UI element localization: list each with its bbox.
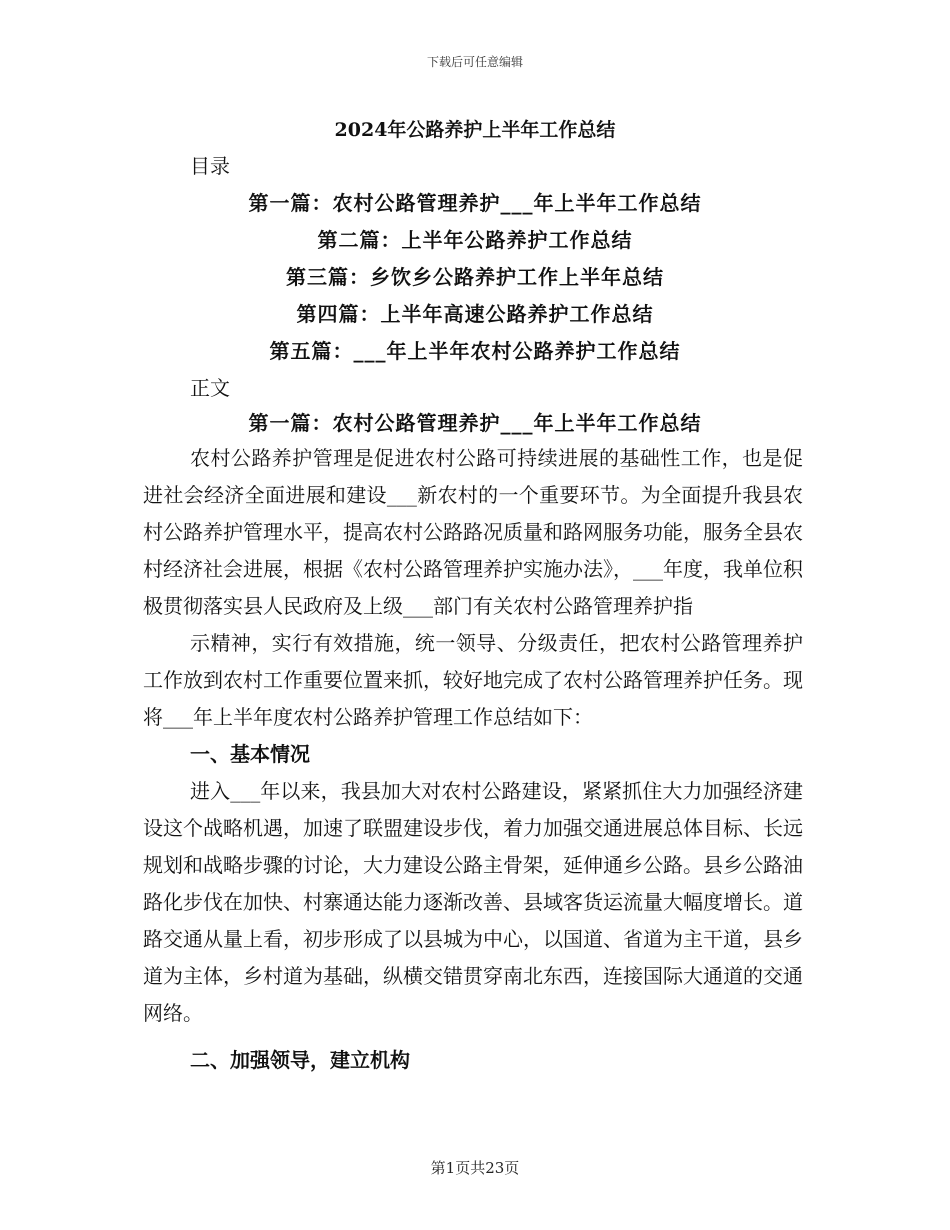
toc-item[interactable]: 第一篇：农村公路管理养护___年上半年工作总结 (248, 191, 702, 215)
paragraph: 进入___年以来，我县加大对农村公路建设，紧紧抓住大力加强经济建设这个战略机遇，加速了联盟建设步伐，着力加强交通进展总体目标、长远规划和战略步骤的讨论，大力建设公路主骨架，延伸通乡公路。县乡公路油路化步伐在加快、村寨通达能力逐渐改善、县域客货运流量大幅度增长。道路交通从量上看，初步形成了以县城为中心，以国道、省道为主干道，县乡道为主体，乡村道为基础，纵横交错贯穿南北东西，连接国际大通道的交通网络。 (143, 779, 803, 1025)
toc-item[interactable]: 第五篇：___年上半年农村公路养护工作总结 (269, 339, 681, 363)
section-heading: 一、基本情况 (190, 742, 310, 766)
page-header: 下载后可任意编辑 (426, 55, 523, 69)
section-heading: 二、加强领导，建立机构 (190, 1048, 410, 1072)
toc-item[interactable]: 第二篇：上半年公路养护工作总结 (317, 228, 633, 252)
body-text (143, 440, 803, 1079)
table-of-contents (0, 185, 950, 370)
page-footer: 第1页共23页 (430, 1159, 520, 1177)
toc-label: 目录 (190, 154, 230, 178)
paragraph: 示精神，实行有效措施，统一领导、分级责任，把农村公路管理养护工作放到农村工作重要位置来抓，较好地完成了农村公路管理养护任务。现将___年上半年度农村公路养护管理工作总结如下： (143, 631, 803, 729)
body-label: 正文 (190, 376, 230, 400)
paragraph: 农村公路养护管理是促进农村公路可持续进展的基础性工作，也是促进社会经济全面进展和建设___新农村的一个重要环节。为全面提升我县农村公路养护管理水平，提高农村公路路况质量和路网服务功能，服务全县农村经济社会进展，根据《农村公路管理养护实施办法》，___年度，我单位积极贯彻落实县人民政府及上级___部门有关农村公路管理养护指 (143, 446, 803, 618)
document-title: 2024年公路养护上半年工作总结 (334, 119, 616, 141)
toc-item[interactable]: 第四篇：上半年高速公路养护工作总结 (296, 302, 654, 326)
toc-item[interactable]: 第三篇：乡饮乡公路养护工作上半年总结 (286, 265, 664, 289)
chapter-heading: 第一篇：农村公路管理养护___年上半年工作总结 (248, 411, 702, 435)
